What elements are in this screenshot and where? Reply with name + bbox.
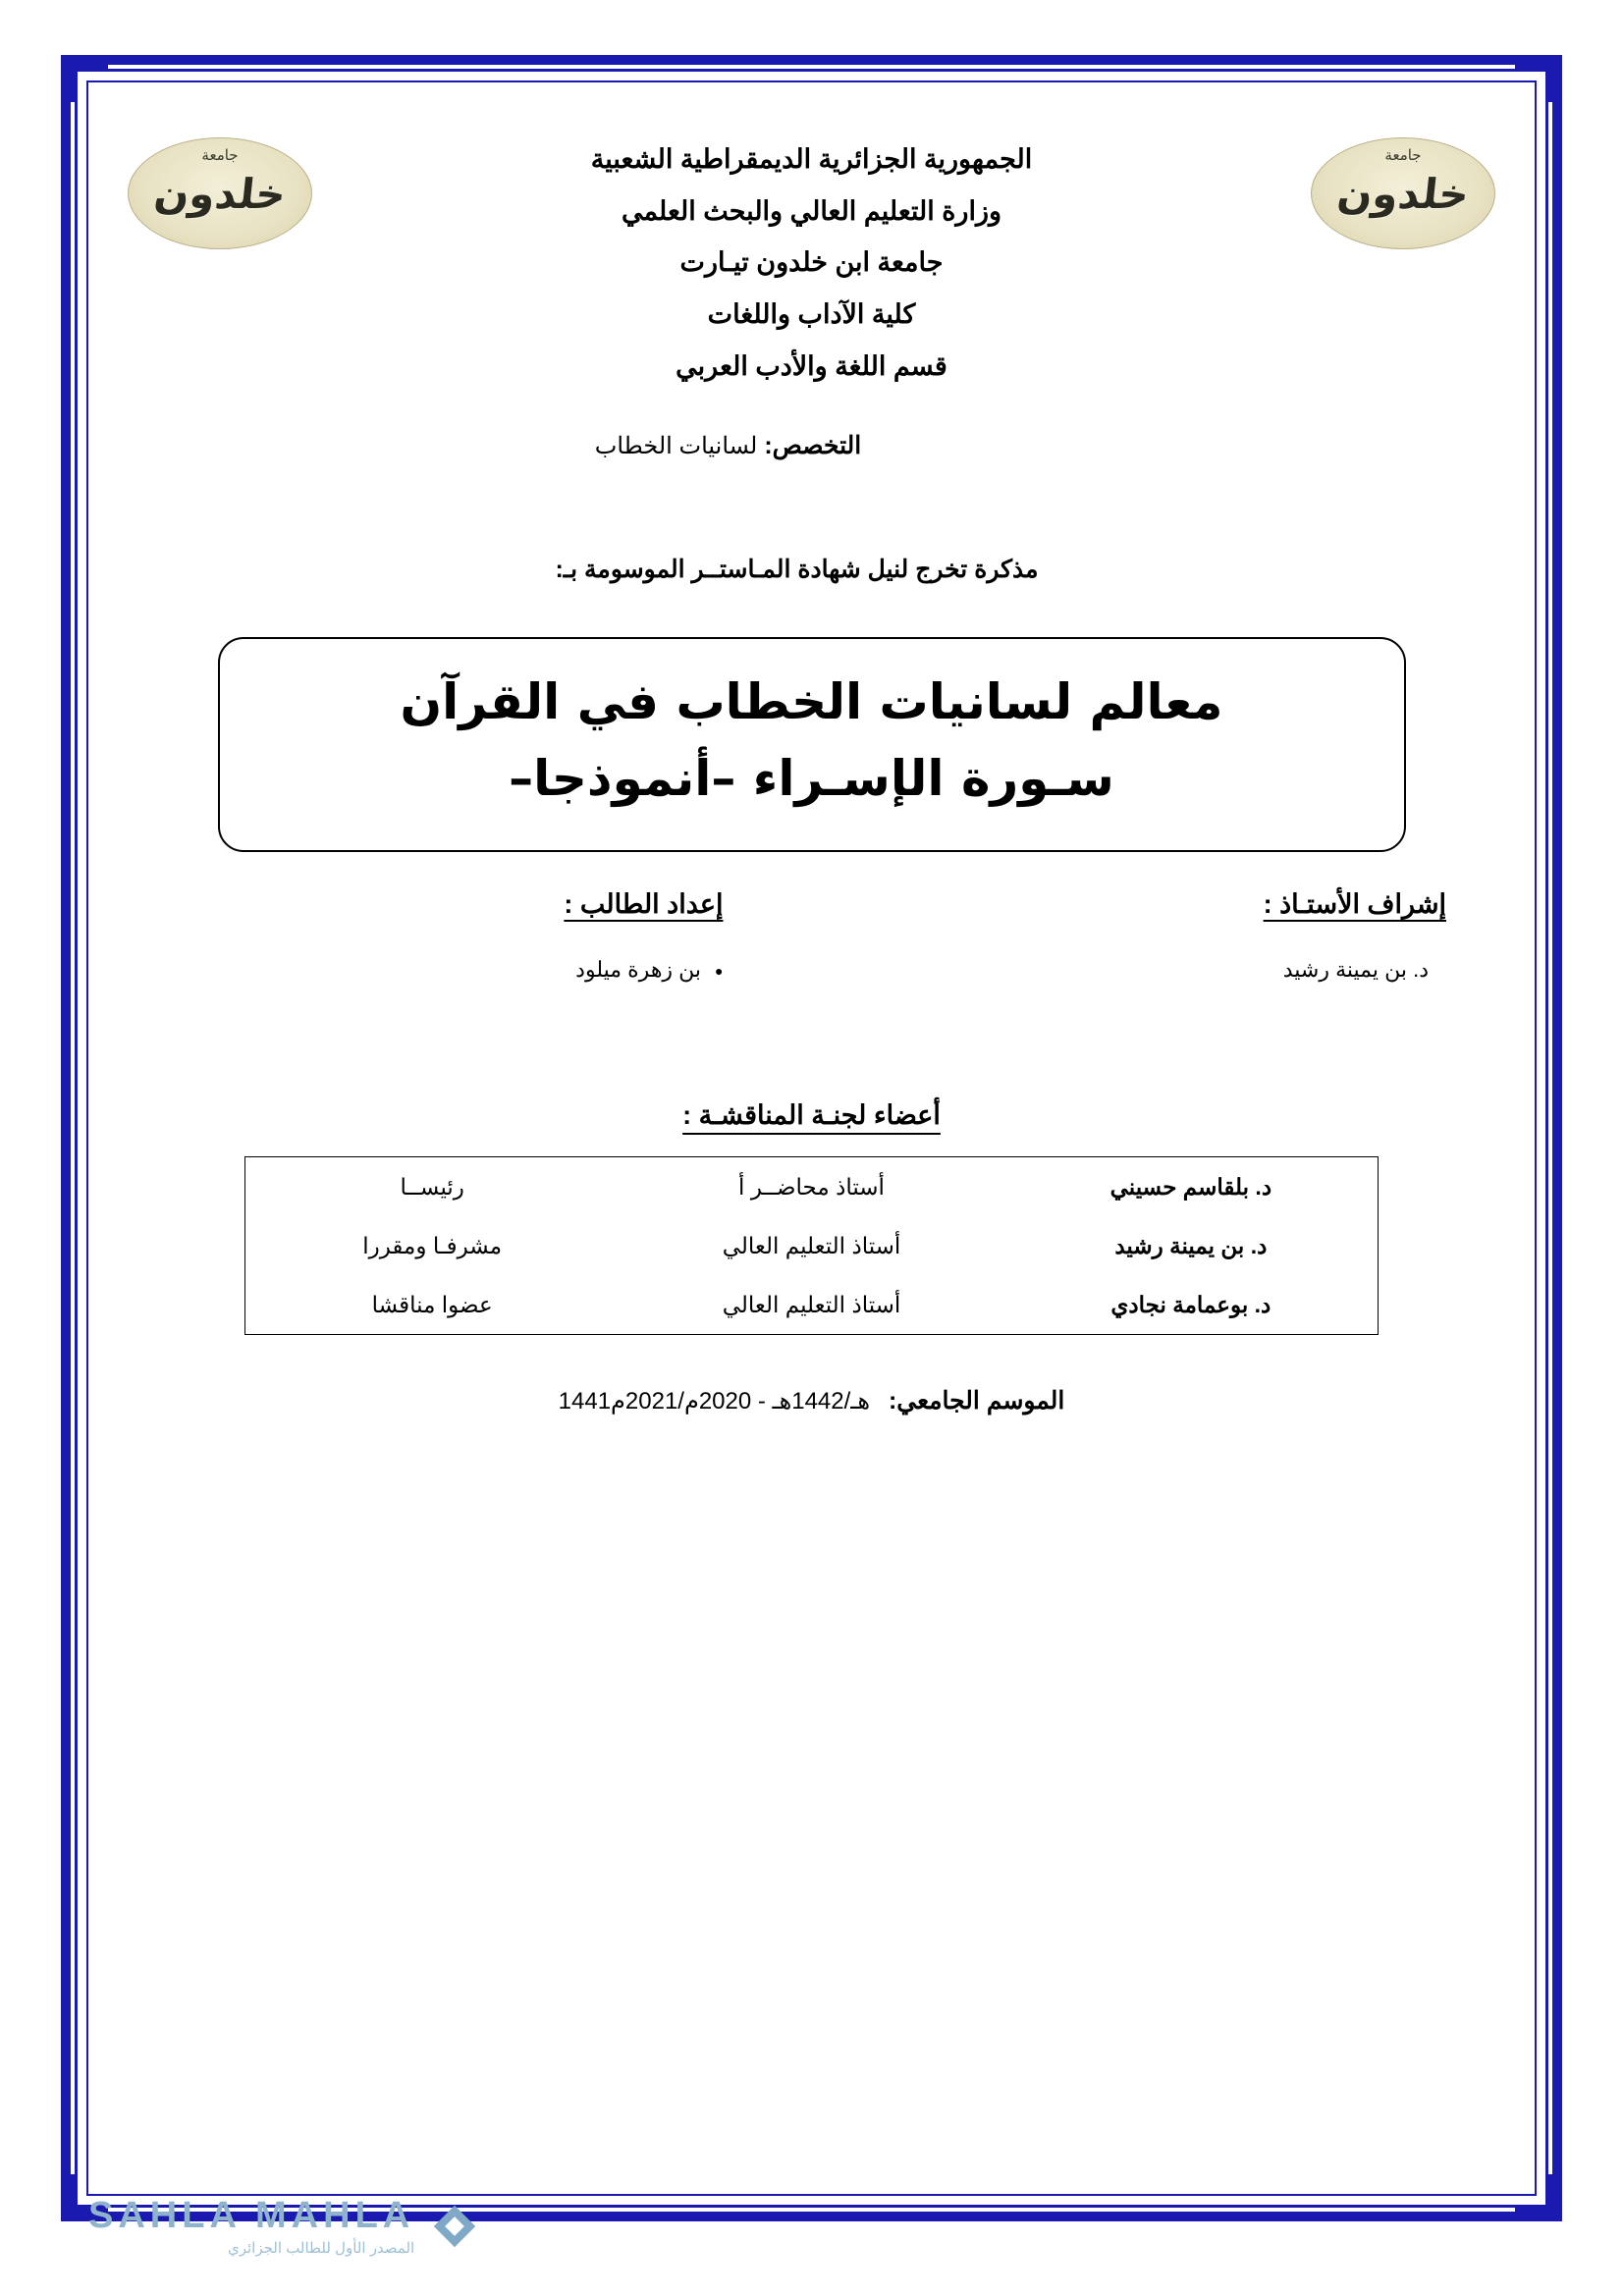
jury-role: عضوا مناقشا (245, 1275, 620, 1335)
table-row (245, 1216, 1379, 1275)
jury-rank: أستاذ التعليم العالي (619, 1275, 1003, 1335)
watermark-logo-icon (428, 2200, 481, 2253)
jury-rank: أستاذ محاضــر أ (619, 1157, 1003, 1217)
student-name: ● بن زهرة ميلود (118, 957, 724, 983)
page-content (118, 108, 1505, 2178)
jury-table (244, 1156, 1379, 1335)
watermark-subtitle: المصدر الأول للطالب الجزائري (227, 2240, 415, 2257)
supervisor-name: د. بن يمينة رشيد (1282, 957, 1429, 983)
people-section (118, 889, 1505, 983)
thesis-title-line-1: معالم لسانيات الخطاب في القرآن (400, 673, 1223, 731)
university-logo-left-top-text: جامعة (201, 146, 239, 164)
student-block (118, 889, 841, 983)
student-heading: إعداد الطالب : (564, 889, 724, 920)
memo-statement: مذكرة تخرج لنيل شهادة المـاستــر الموسومة بـ: (555, 556, 1039, 584)
border-corner-top-right (1515, 65, 1552, 102)
border-corner-top-left (71, 65, 108, 102)
jury-role: مشرفـا ومقررا (245, 1216, 620, 1275)
season-value: 1441هـ/1442هـ - 2020م/2021م (558, 1388, 870, 1415)
specialty-value: لسانيات الخطاب (594, 433, 758, 460)
watermark-title: SAHLA MAHLA (88, 2195, 415, 2236)
supervisor-block (841, 889, 1506, 983)
header-line-ministry: وزارة التعليم العالي والبحث العلمي (621, 195, 1002, 226)
header-line-country: الجمهورية الجزائرية الديمقراطية الشعبية (590, 144, 1033, 174)
header-line-faculty: كلية الآداب واللغات (707, 298, 916, 329)
university-logo-right-text: خلدون (1334, 169, 1472, 218)
header-line-department: قسم اللغة والأدب العربي (676, 350, 947, 381)
watermark (88, 2195, 481, 2257)
university-logo-left-text: خلدون (151, 169, 289, 218)
university-logo-left (128, 137, 312, 249)
table-row (245, 1275, 1379, 1335)
watermark-text (88, 2195, 414, 2257)
thesis-title-line-2: سـورة الإسـراء –أنموذجا– (509, 749, 1114, 807)
jury-role: رئيســا (245, 1157, 620, 1217)
university-logo-right (1311, 137, 1495, 249)
academic-season (118, 1386, 1505, 1415)
border-corner-bottom-right (1515, 2174, 1552, 2212)
jury-name: د. بلقاسم حسيني (1004, 1157, 1379, 1217)
university-logo-right-top-text: جامعة (1384, 146, 1422, 164)
jury-rank: أستاذ التعليم العالي (722, 1232, 901, 1258)
institution-header (118, 108, 1505, 392)
specialty-line (118, 431, 1505, 460)
season-label: الموسم الجامعي: (888, 1387, 1065, 1415)
header-line-university: جامعة ابن خلدون تيـارت (679, 247, 944, 278)
jury-heading: أعضاء لجنـة المناقشـة : (682, 1100, 941, 1131)
jury-name: د. بوعمامة نجادي (1004, 1275, 1379, 1335)
jury-name: د. بن يمينة رشيد (1004, 1216, 1379, 1275)
specialty-label: التخصص: (764, 432, 862, 460)
table-row (245, 1157, 1379, 1217)
supervisor-heading: إشراف الأستـاذ : (1263, 889, 1446, 920)
thesis-title-box (218, 637, 1406, 852)
